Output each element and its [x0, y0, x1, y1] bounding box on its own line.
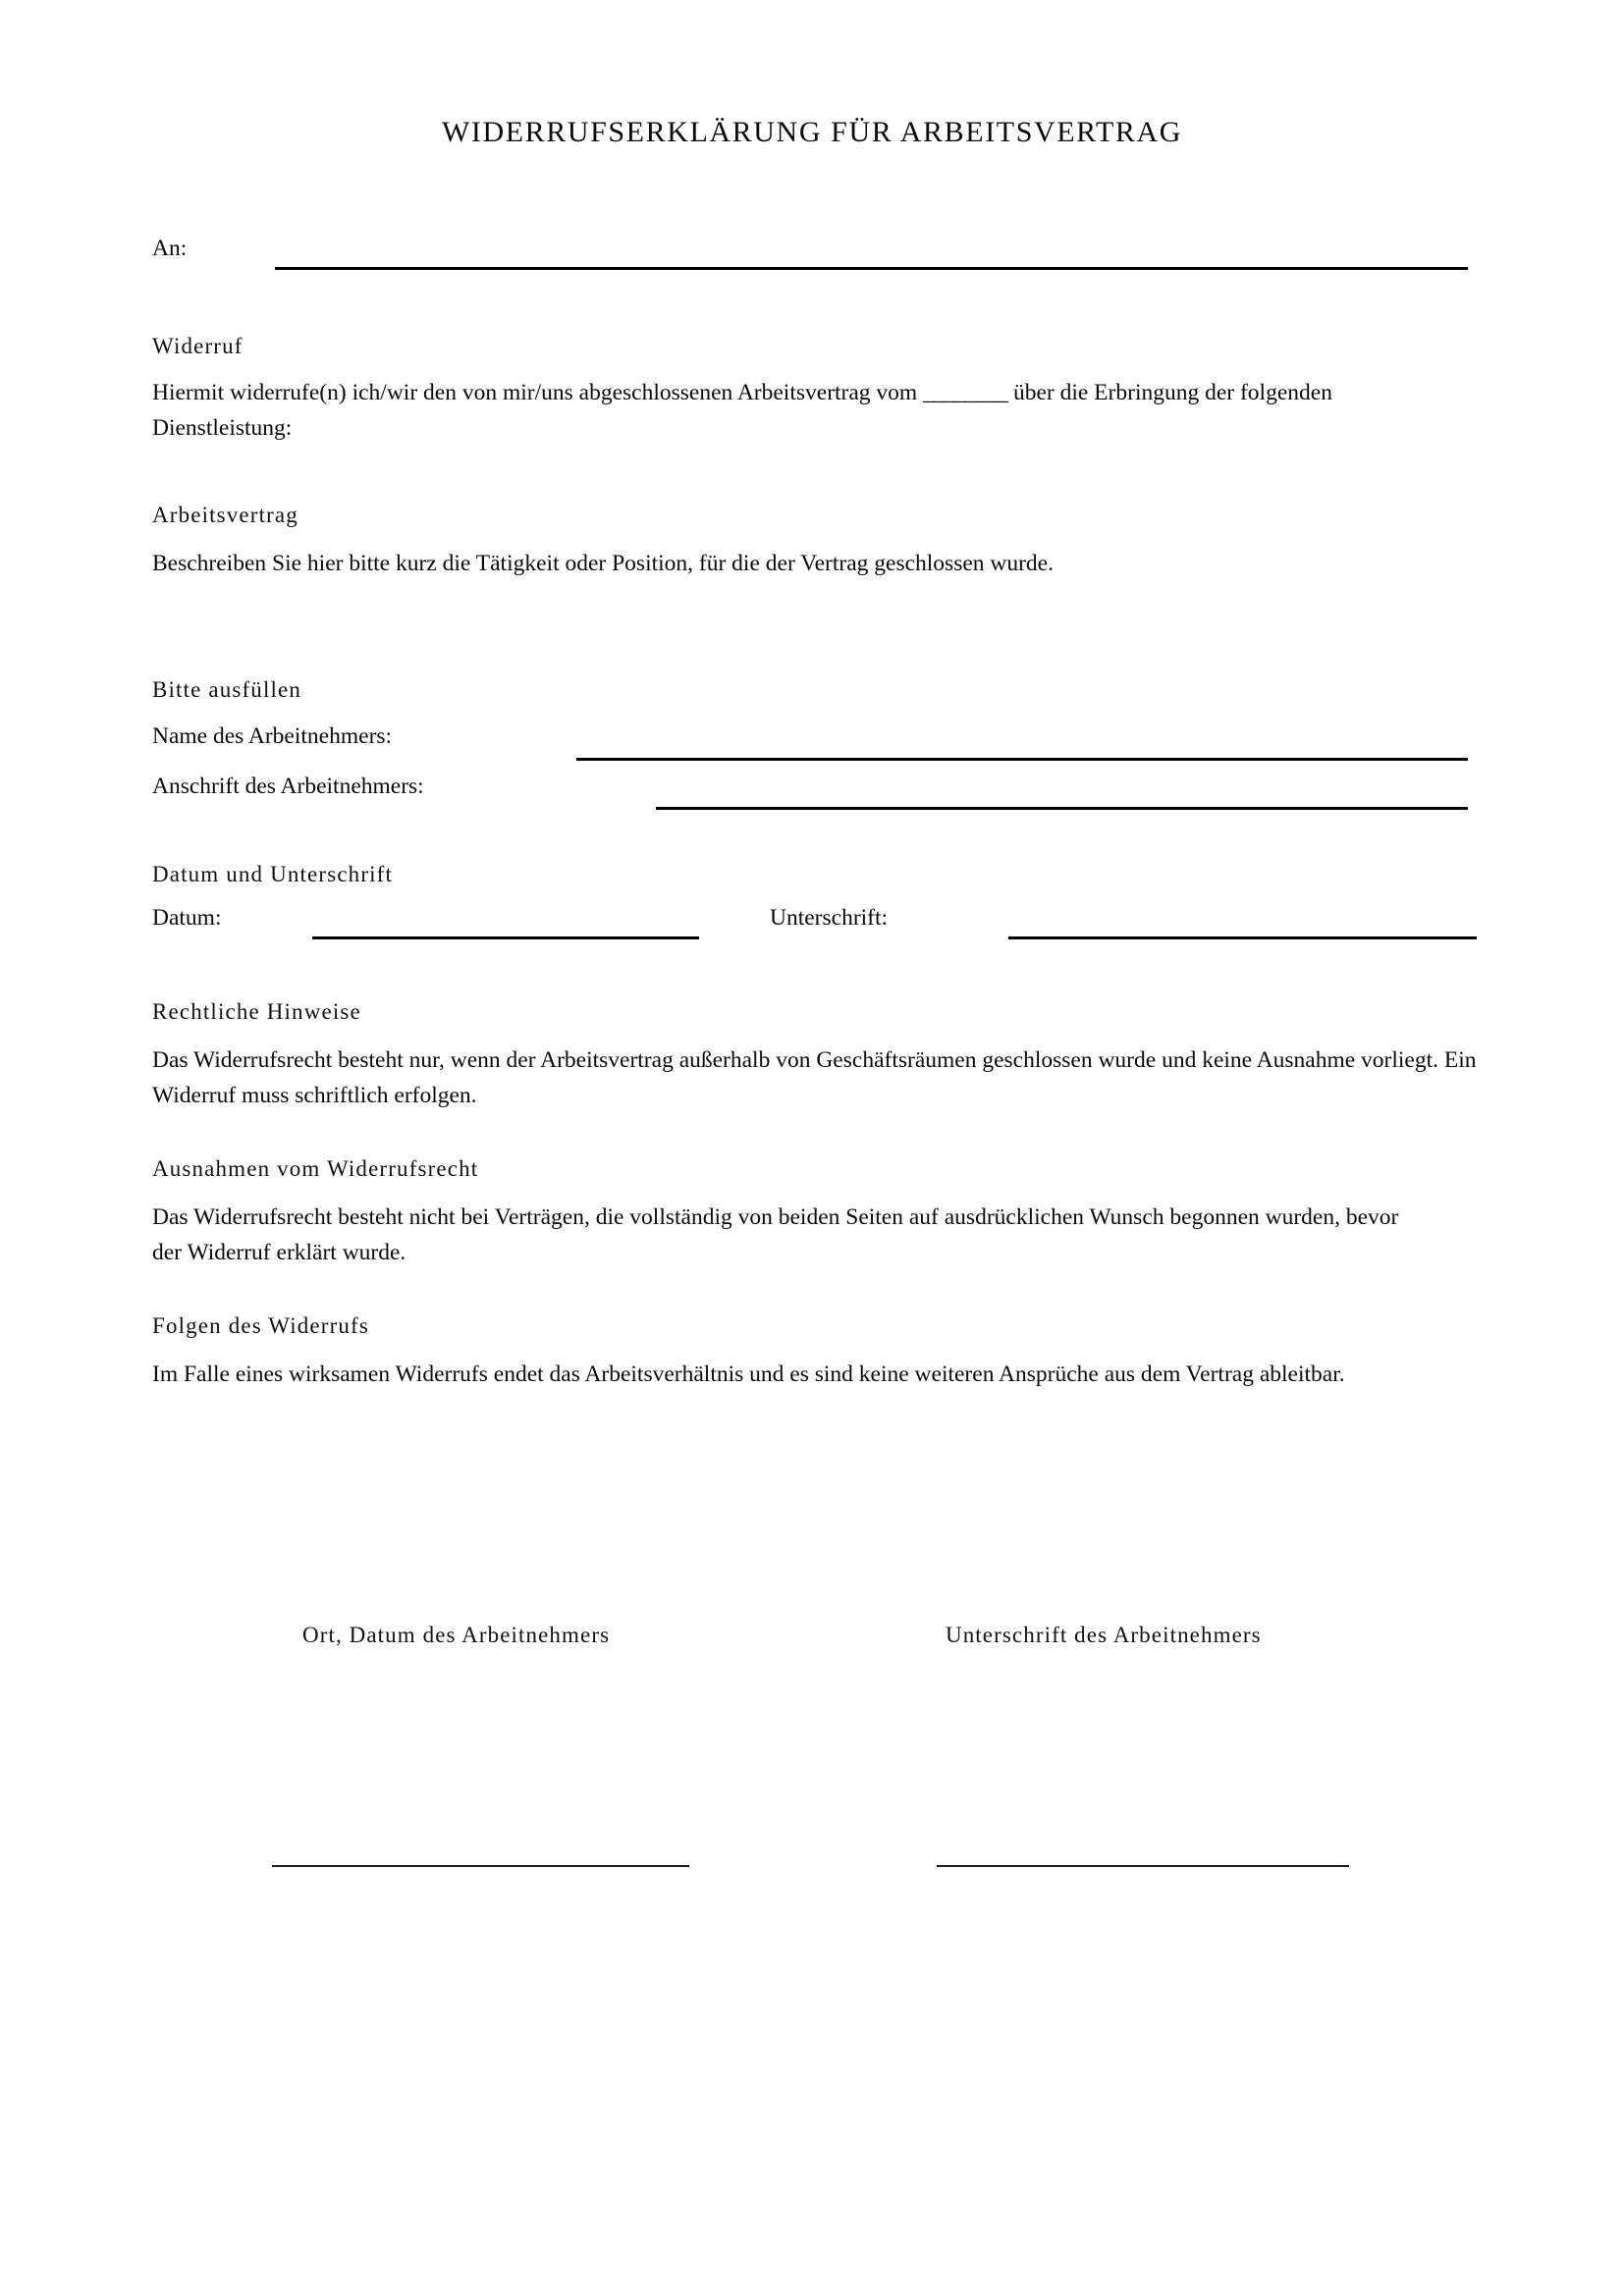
date-input-line[interactable]: [312, 936, 699, 939]
recipient-input-value[interactable]: [285, 236, 1463, 265]
footer-place-date-line[interactable]: [272, 1865, 689, 1867]
recipient-label: An:: [152, 236, 188, 261]
section-heading-widerruf: Widerruf: [152, 334, 244, 358]
section-heading-arbeitsvertrag: Arbeitsvertrag: [152, 503, 298, 527]
employee-name-label: Name des Arbeitnehmers:: [152, 723, 393, 749]
date-label: Datum:: [152, 905, 222, 931]
recipient-input-line[interactable]: [275, 267, 1468, 270]
signature-input-line[interactable]: [1008, 936, 1477, 939]
section-heading-rechtliche-hinweise: Rechtliche Hinweise: [152, 999, 361, 1024]
footer-signature-caption: Unterschrift des Arbeitnehmers: [946, 1623, 1262, 1647]
employee-address-label: Anschrift des Arbeitnehmers:: [152, 774, 424, 799]
signature-input-value[interactable]: [1018, 905, 1470, 934]
page-title: WIDERRUFSERKLÄRUNG FÜR ARBEITSVERTRAG: [441, 116, 1183, 148]
section-heading-folgen: Folgen des Widerrufs: [152, 1313, 369, 1338]
footer-signature-value[interactable]: [947, 1834, 1339, 1861]
section-paragraph-folgen: Im Falle eines wirksamen Widerrufs endet das Arbeitsverhältnis und es sind keine weiteren Ansprüche aus dem Vertrag ableitbar.: [152, 1362, 1345, 1387]
footer-signature-line[interactable]: [937, 1865, 1349, 1867]
employee-name-input-value[interactable]: [586, 726, 1460, 756]
widerruf-text-part2: über die Erbringung der folgenden Dienstleistung:: [152, 380, 1332, 441]
section-paragraph-arbeitsvertrag: Beschreiben Sie hier bitte kurz die Tätigkeit oder Position, für die der Vertrag geschlossen wurde.: [152, 551, 1054, 576]
employee-address-input-value[interactable]: [666, 775, 1461, 805]
footer-place-date-value[interactable]: [282, 1834, 679, 1861]
widerruf-date-blank[interactable]: ________: [923, 380, 1008, 405]
footer-place-date-caption: Ort, Datum des Arbeitnehmers: [302, 1623, 611, 1647]
section-heading-datum-unterschrift: Datum und Unterschrift: [152, 862, 394, 886]
employee-name-input-line[interactable]: [576, 758, 1468, 761]
section-heading-bitte-ausfuellen: Bitte ausfüllen: [152, 677, 302, 702]
section-paragraph-ausnahmen: Das Widerrufsrecht besteht nicht bei Verträgen, die vollständig von beiden Seiten auf ausdrücklichen Wunsch begonnen wurden, bevor der Widerruf erklärt wurde.: [152, 1204, 1399, 1265]
signature-label: Unterschrift:: [770, 905, 889, 931]
section-paragraph-rechtliche-hinweise: Das Widerrufsrecht besteht nur, wenn der Arbeitsvertrag außerhalb von Geschäftsräumen geschlossen wurde und keine Ausnahme vorliegt. Ein Widerruf muss schriftlich erfolgen.: [152, 1047, 1477, 1108]
employee-address-input-line[interactable]: [656, 807, 1468, 810]
date-input-value[interactable]: [322, 905, 693, 934]
section-paragraph-widerruf: [152, 375, 1473, 446]
section-heading-ausnahmen: Ausnahmen vom Widerrufsrecht: [152, 1156, 479, 1181]
widerruf-text-part1: Hiermit widerrufe(n) ich/wir den von mir/uns abgeschlossenen Arbeitsvertrag vom: [152, 380, 924, 405]
